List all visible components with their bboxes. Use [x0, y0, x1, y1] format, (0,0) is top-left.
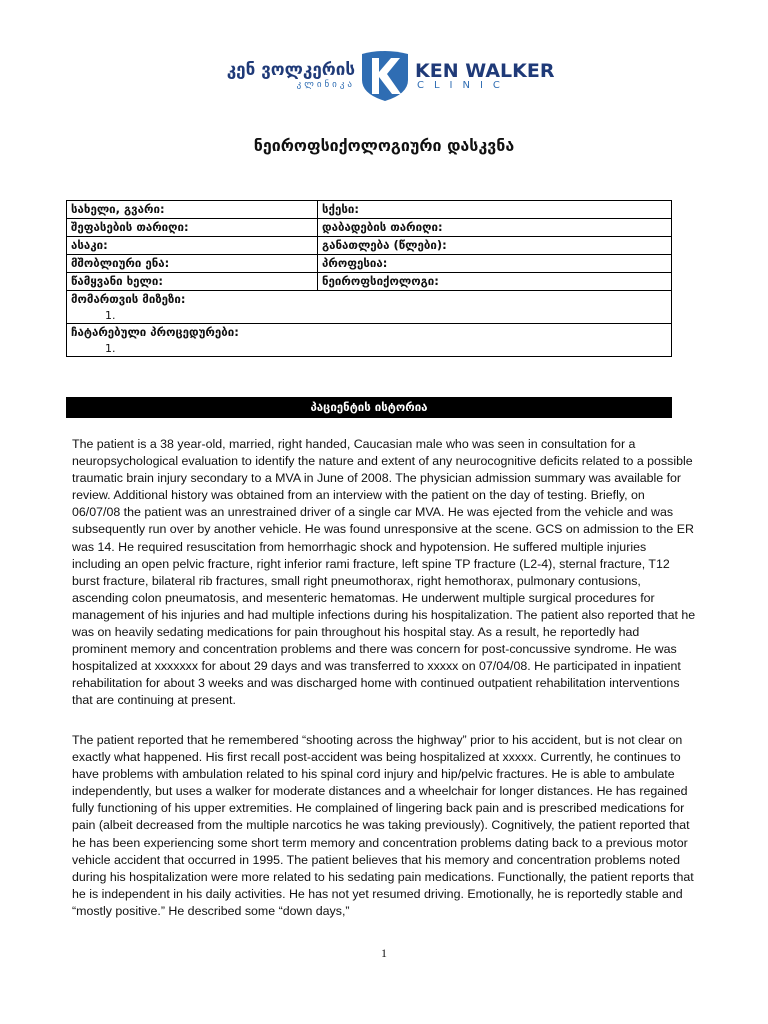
field-neuropsychologist-label: ნეიროფსიქოლოგი:: [318, 273, 672, 291]
document-title: ნეიროფსიქოლოგიური დასკვნა: [253, 136, 515, 155]
page-number: 1: [381, 946, 387, 960]
procedures-cell: [67, 324, 672, 357]
referral-reason-label: მომართვის მიზეზი:: [71, 292, 186, 306]
referral-reason-item: 1.: [105, 309, 116, 322]
field-name-label: სახელი, გვარი:: [67, 201, 318, 219]
table-row: [67, 324, 672, 357]
shield-logo-icon: [360, 50, 410, 102]
table-row: [67, 237, 672, 255]
logo-english-subtitle: CLINIC: [417, 80, 510, 91]
field-sex-label: სქესი:: [318, 201, 672, 219]
table-row: [67, 273, 672, 291]
table-row: [67, 291, 672, 324]
procedures-item: 1.: [105, 342, 116, 355]
clinic-logo: [205, 46, 565, 104]
table-row: [67, 255, 672, 273]
logo-georgian-subtitle: კლინიკა: [296, 80, 355, 90]
field-education-label: განათლება (წლები):: [318, 237, 672, 255]
section-header-patient-history: პაციენტის ისტორია: [66, 397, 672, 418]
logo-georgian-name: კენ ვოლკერის: [226, 60, 355, 80]
patient-info-table: [66, 200, 672, 357]
history-paragraph-2: The patient reported that he remembered “shooting across the highway” prior to his accident, but is not clear on exactly what happened. His first recall post-accident was being hospitalized at xxxxx. Currently, he continues to have problems with ambulation related to his spinal cord injury and hip/pelvic fractures. He is able to ambulate independently, but uses a walker for moderate distances and a wheelchair for longer distances. He has regained fully functioning of his upper extremities. He complained of lingering back pain and is prescribed medications for pain (albeit decreased from the multiple narcotics he was taking previously). Cognitively, the patient reported that he has been experiencing some short term memory and concentration problems dating back to a previous motor vehicle accident that occurred in 1995. The patient believes that his memory and concentration problems noted during his hospitalization were more related to his sedating pain medications. Functionally, the patient reports that he is independent in his daily activities. He has not yet resumed driving. Emotionally, he is reportedly stable and “mostly positive.” He described some “down days,”: [72, 733, 694, 918]
field-assessment-date-label: შეფასების თარიღი:: [67, 219, 318, 237]
field-profession-label: პროფესია:: [318, 255, 672, 273]
field-age-label: ასაკი:: [67, 237, 318, 255]
table-row: [67, 219, 672, 237]
logo-english-name: KEN WALKER: [415, 60, 555, 82]
procedures-label: ჩატარებული პროცედურები:: [71, 325, 239, 339]
field-native-language-label: მშობლიური ენა:: [67, 255, 318, 273]
history-paragraph-1: The patient is a 38 year-old, married, right handed, Caucasian male who was seen in consultation for a neuropsychological evaluation to identify the nature and extent of any neurocognitive deficits related to a possible traumatic brain injury secondary to a MVA in June of 2008. The physician admission summary was available for review. Additional history was obtained from an interview with the patient on the day of testing. Briefly, on 06/07/08 the patient was an unrestrained driver of a single car MVA. He was ejected from the vehicle and was subsequently run over by another vehicle. He was found unresponsive at the scene. GCS on admission to the ER was 14. He required resuscitation from hemorrhagic shock and hypotension. He suffered multiple injuries including an open pelvic fracture, right inferior rami fracture, left spine TP fracture (L2-4), sternal fracture, T12 burst fracture, bilateral rib fractures, small right pneumothorax, right hemothorax, pulmonary contusions, ascending colon pneumatosis, and mesenteric hematomas. He underwent multiple surgical procedures for management of his injuries and had multiple infections during his hospitalization. The patient also reported that he was on heavily sedating medications for pain throughout his hospital stay. As a result, he reportedly had prominent memory and concentration problems and there was concern for post-concussive syndrome. He was hospitalized at xxxxxxx for about 29 days and was transferred to xxxxx on 07/04/08. He participated in inpatient rehabilitation for about 3 weeks and was discharged home with continued outpatient rehabilitation interventions that are continuing at present.: [72, 437, 696, 708]
table-row: [67, 201, 672, 219]
referral-reason-cell: [67, 291, 672, 324]
field-handedness-label: წამყვანი ხელი:: [67, 273, 318, 291]
field-birth-date-label: დაბადების თარიღი:: [318, 219, 672, 237]
